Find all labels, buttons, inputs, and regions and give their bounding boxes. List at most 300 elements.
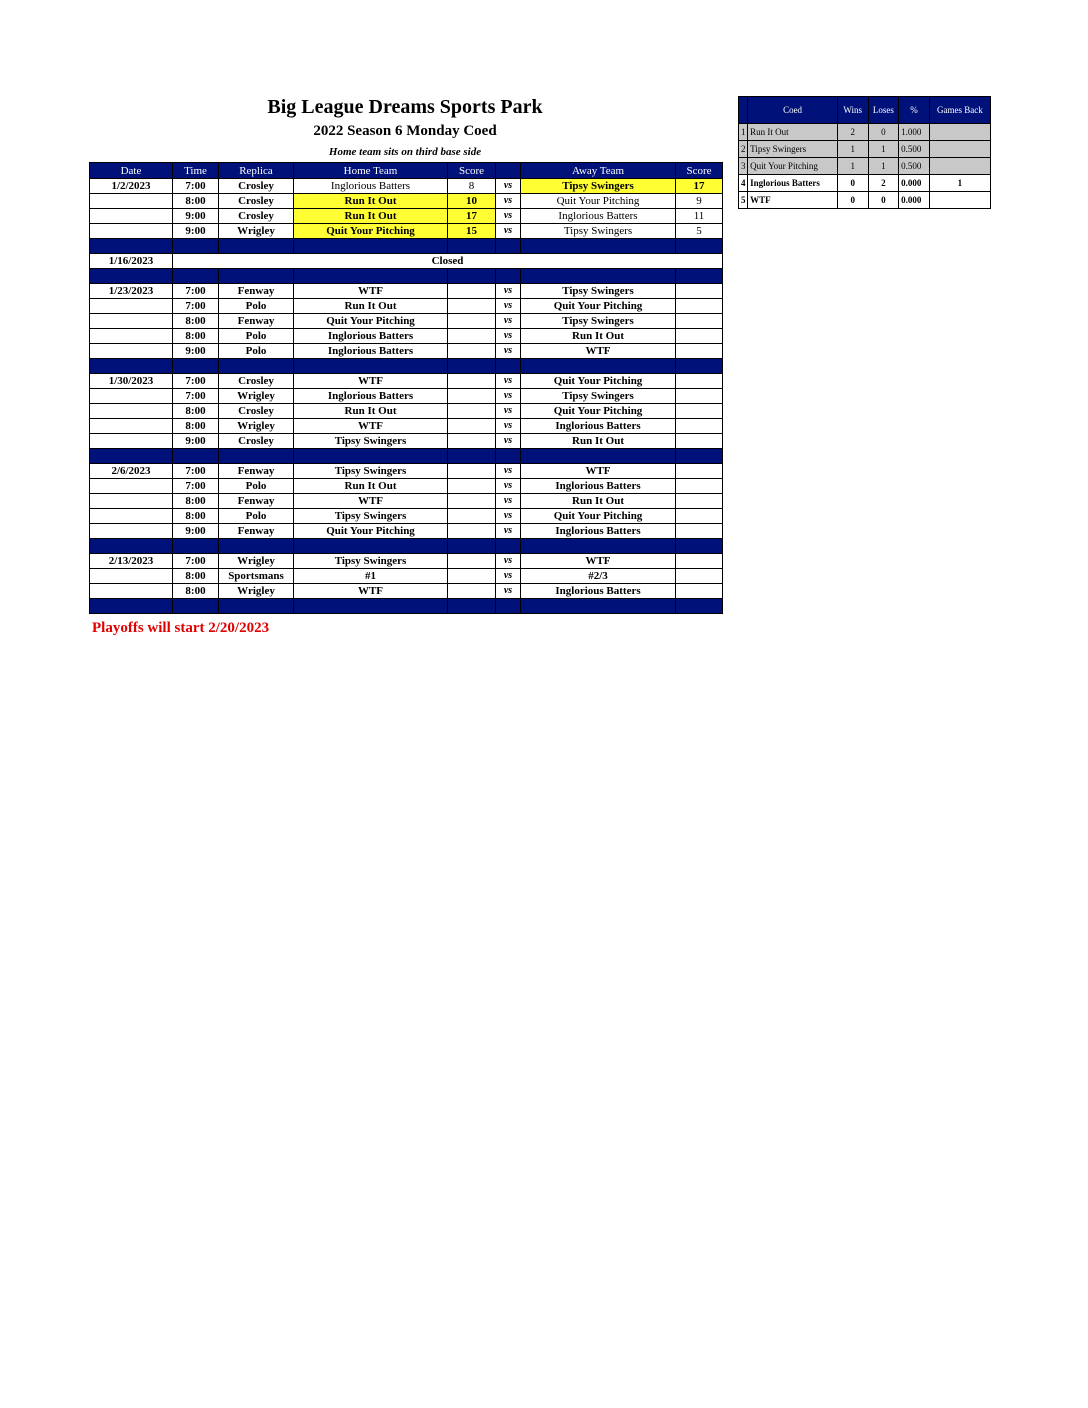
separator-cell xyxy=(521,539,676,554)
separator-row xyxy=(90,599,723,614)
standings-loses: 1 xyxy=(868,141,899,158)
home-team: Inglorious Batters xyxy=(294,329,448,344)
game-time: 8:00 xyxy=(173,404,219,419)
separator-row xyxy=(90,449,723,464)
home-score: 10 xyxy=(448,194,496,209)
away-team: Quit Your Pitching xyxy=(521,299,676,314)
vs-label: vs xyxy=(496,314,521,329)
standings-col-loses: Loses xyxy=(868,97,899,124)
away-score xyxy=(676,554,723,569)
game-time: 9:00 xyxy=(173,209,219,224)
home-score xyxy=(448,584,496,599)
standings-wins: 1 xyxy=(837,141,868,158)
away-score xyxy=(676,509,723,524)
game-time: 9:00 xyxy=(173,344,219,359)
game-time: 7:00 xyxy=(173,179,219,194)
standings-rank: 4 xyxy=(739,175,748,192)
game-time: 7:00 xyxy=(173,389,219,404)
away-team: Run It Out xyxy=(521,329,676,344)
game-date xyxy=(90,434,173,449)
standings-wins: 0 xyxy=(837,175,868,192)
separator-cell xyxy=(521,269,676,284)
standings-rank: 5 xyxy=(739,192,748,209)
col-away-team: Away Team xyxy=(521,163,676,179)
standings-loses: 0 xyxy=(868,192,899,209)
game-time: 9:00 xyxy=(173,524,219,539)
game-field: Fenway xyxy=(219,314,294,329)
standings-row xyxy=(739,141,991,158)
game-row xyxy=(90,434,723,449)
game-row xyxy=(90,464,723,479)
game-date xyxy=(90,494,173,509)
game-time: 8:00 xyxy=(173,584,219,599)
standings-row xyxy=(739,124,991,141)
vs-label: vs xyxy=(496,509,521,524)
home-team: Run It Out xyxy=(294,209,448,224)
separator-cell xyxy=(496,539,521,554)
separator-cell xyxy=(676,269,723,284)
vs-label: vs xyxy=(496,434,521,449)
home-score xyxy=(448,374,496,389)
page-title: Big League Dreams Sports Park xyxy=(267,96,543,118)
separator-cell xyxy=(448,269,496,284)
vs-label: vs xyxy=(496,344,521,359)
game-row xyxy=(90,524,723,539)
game-date: 1/23/2023 xyxy=(90,284,173,299)
game-field: Polo xyxy=(219,479,294,494)
home-team: WTF xyxy=(294,584,448,599)
standings-col-pct: % xyxy=(899,97,930,124)
home-team: Run It Out xyxy=(294,194,448,209)
standings-wins: 0 xyxy=(837,192,868,209)
standings-rank: 3 xyxy=(739,158,748,175)
schedule-table xyxy=(89,162,723,614)
col-away-score: Score xyxy=(676,163,723,179)
away-score: 9 xyxy=(676,194,723,209)
away-score xyxy=(676,479,723,494)
away-score xyxy=(676,569,723,584)
home-team: Run It Out xyxy=(294,479,448,494)
game-time: 7:00 xyxy=(173,284,219,299)
game-time: 7:00 xyxy=(173,464,219,479)
away-score xyxy=(676,284,723,299)
vs-label: vs xyxy=(496,554,521,569)
away-team: Inglorious Batters xyxy=(521,584,676,599)
standings-rank: 2 xyxy=(739,141,748,158)
standings-pct: 0.000 xyxy=(899,192,930,209)
away-score xyxy=(676,464,723,479)
separator-cell xyxy=(448,599,496,614)
home-team: WTF xyxy=(294,374,448,389)
game-date xyxy=(90,569,173,584)
separator-cell xyxy=(294,599,448,614)
standings-pct: 0.000 xyxy=(899,175,930,192)
home-score xyxy=(448,284,496,299)
vs-label: vs xyxy=(496,389,521,404)
separator-row xyxy=(90,359,723,374)
separator-cell xyxy=(448,359,496,374)
standings-loses: 0 xyxy=(868,124,899,141)
game-time: 9:00 xyxy=(173,224,219,239)
game-row xyxy=(90,374,723,389)
game-date: 2/6/2023 xyxy=(90,464,173,479)
separator-cell xyxy=(90,239,173,254)
playoffs-note: Playoffs will start 2/20/2023 xyxy=(92,620,270,636)
home-team: Tipsy Swingers xyxy=(294,554,448,569)
separator-cell xyxy=(219,539,294,554)
schedule-header-row xyxy=(90,163,723,179)
game-field: Polo xyxy=(219,509,294,524)
separator-cell xyxy=(294,239,448,254)
game-time: 8:00 xyxy=(173,329,219,344)
away-team: Tipsy Swingers xyxy=(521,284,676,299)
game-row xyxy=(90,299,723,314)
game-date xyxy=(90,344,173,359)
page-subtitle: 2022 Season 6 Monday Coed xyxy=(313,123,497,139)
home-team: WTF xyxy=(294,284,448,299)
vs-label: vs xyxy=(496,374,521,389)
game-row xyxy=(90,479,723,494)
standings-wins: 1 xyxy=(837,158,868,175)
away-team: WTF xyxy=(521,554,676,569)
standings-pct: 0.500 xyxy=(899,141,930,158)
away-team: Quit Your Pitching xyxy=(521,194,676,209)
separator-row xyxy=(90,539,723,554)
away-team: Inglorious Batters xyxy=(521,419,676,434)
home-team: Inglorious Batters xyxy=(294,179,448,194)
home-team: Tipsy Swingers xyxy=(294,434,448,449)
separator-cell xyxy=(496,599,521,614)
vs-label: vs xyxy=(496,224,521,239)
standings-team: WTF xyxy=(748,192,838,209)
vs-label: vs xyxy=(496,284,521,299)
vs-label: vs xyxy=(496,584,521,599)
game-field: Wrigley xyxy=(219,419,294,434)
standings-team: Run It Out xyxy=(748,124,838,141)
separator-row xyxy=(90,269,723,284)
vs-label: vs xyxy=(496,479,521,494)
away-team: Quit Your Pitching xyxy=(521,404,676,419)
home-team: Quit Your Pitching xyxy=(294,314,448,329)
home-score xyxy=(448,434,496,449)
home-score xyxy=(448,464,496,479)
home-team: WTF xyxy=(294,419,448,434)
standings-team: Tipsy Swingers xyxy=(748,141,838,158)
game-row xyxy=(90,179,723,194)
col-replica: Replica xyxy=(219,163,294,179)
home-team-note: Home team sits on third base side xyxy=(328,146,482,158)
standings-header-row xyxy=(739,97,991,124)
vs-label: vs xyxy=(496,209,521,224)
col-vs xyxy=(496,163,521,179)
separator-cell xyxy=(173,359,219,374)
away-team: Tipsy Swingers xyxy=(521,224,676,239)
game-date xyxy=(90,389,173,404)
standings-games-back: 1 xyxy=(929,175,990,192)
separator-cell xyxy=(294,449,448,464)
away-score xyxy=(676,299,723,314)
game-time: 7:00 xyxy=(173,374,219,389)
standings-games-back xyxy=(929,158,990,175)
away-score xyxy=(676,494,723,509)
separator-cell xyxy=(219,239,294,254)
away-score: 5 xyxy=(676,224,723,239)
separator-cell xyxy=(676,359,723,374)
separator-cell xyxy=(521,359,676,374)
standings-team: Quit Your Pitching xyxy=(748,158,838,175)
game-date xyxy=(90,479,173,494)
home-score: 15 xyxy=(448,224,496,239)
game-field: Polo xyxy=(219,344,294,359)
col-time: Time xyxy=(173,163,219,179)
separator-cell xyxy=(219,449,294,464)
away-score xyxy=(676,524,723,539)
separator-cell xyxy=(90,269,173,284)
game-field: Crosley xyxy=(219,194,294,209)
game-row xyxy=(90,209,723,224)
game-field: Wrigley xyxy=(219,224,294,239)
standings-loses: 2 xyxy=(868,175,899,192)
separator-cell xyxy=(219,599,294,614)
game-field: Polo xyxy=(219,329,294,344)
away-score xyxy=(676,374,723,389)
standings-pct: 1.000 xyxy=(899,124,930,141)
away-team: Inglorious Batters xyxy=(521,209,676,224)
away-score xyxy=(676,434,723,449)
game-field: Fenway xyxy=(219,464,294,479)
home-score xyxy=(448,404,496,419)
separator-cell xyxy=(219,269,294,284)
separator-cell xyxy=(173,539,219,554)
game-field: Wrigley xyxy=(219,584,294,599)
away-team: Quit Your Pitching xyxy=(521,509,676,524)
game-date: 2/13/2023 xyxy=(90,554,173,569)
game-date: 1/2/2023 xyxy=(90,179,173,194)
vs-label: vs xyxy=(496,299,521,314)
game-row xyxy=(90,224,723,239)
separator-cell xyxy=(676,539,723,554)
separator-cell xyxy=(294,359,448,374)
rank-header xyxy=(739,97,748,124)
separator-row xyxy=(90,239,723,254)
standings-row xyxy=(739,158,991,175)
away-team: Inglorious Batters xyxy=(521,524,676,539)
separator-cell xyxy=(448,239,496,254)
vs-label: vs xyxy=(496,179,521,194)
separator-cell xyxy=(90,539,173,554)
standings-pct: 0.500 xyxy=(899,158,930,175)
game-field: Fenway xyxy=(219,284,294,299)
game-date xyxy=(90,299,173,314)
away-team: Tipsy Swingers xyxy=(521,389,676,404)
game-time: 7:00 xyxy=(173,299,219,314)
home-score xyxy=(448,479,496,494)
game-date xyxy=(90,509,173,524)
game-field: Crosley xyxy=(219,179,294,194)
game-field: Wrigley xyxy=(219,554,294,569)
away-team: Inglorious Batters xyxy=(521,479,676,494)
away-team: #2/3 xyxy=(521,569,676,584)
standings-col-gb: Games Back xyxy=(929,97,990,124)
game-date xyxy=(90,224,173,239)
standings-games-back xyxy=(929,192,990,209)
standings-team: Inglorious Batters xyxy=(748,175,838,192)
col-date: Date xyxy=(90,163,173,179)
away-score xyxy=(676,419,723,434)
separator-cell xyxy=(219,359,294,374)
away-score: 17 xyxy=(676,179,723,194)
game-date xyxy=(90,404,173,419)
separator-cell xyxy=(173,269,219,284)
game-row xyxy=(90,194,723,209)
home-team: WTF xyxy=(294,494,448,509)
home-team: Quit Your Pitching xyxy=(294,524,448,539)
closed-row xyxy=(90,254,723,269)
home-score xyxy=(448,509,496,524)
standings-row xyxy=(739,175,991,192)
game-row xyxy=(90,554,723,569)
home-team: Inglorious Batters xyxy=(294,344,448,359)
away-score xyxy=(676,389,723,404)
home-score xyxy=(448,554,496,569)
game-date xyxy=(90,584,173,599)
home-team: Tipsy Swingers xyxy=(294,509,448,524)
standings-table xyxy=(738,96,991,209)
game-time: 8:00 xyxy=(173,569,219,584)
game-field: Polo xyxy=(219,299,294,314)
separator-cell xyxy=(448,449,496,464)
game-row xyxy=(90,419,723,434)
home-score xyxy=(448,314,496,329)
away-score xyxy=(676,329,723,344)
vs-label: vs xyxy=(496,464,521,479)
home-score xyxy=(448,389,496,404)
game-time: 8:00 xyxy=(173,494,219,509)
standings-games-back xyxy=(929,124,990,141)
separator-cell xyxy=(173,239,219,254)
standings-loses: 1 xyxy=(868,158,899,175)
away-team: Run It Out xyxy=(521,494,676,509)
away-team: Run It Out xyxy=(521,434,676,449)
game-row xyxy=(90,494,723,509)
game-row xyxy=(90,509,723,524)
home-score xyxy=(448,524,496,539)
game-field: Fenway xyxy=(219,494,294,509)
separator-cell xyxy=(294,269,448,284)
game-date: 1/30/2023 xyxy=(90,374,173,389)
separator-cell xyxy=(90,599,173,614)
home-score xyxy=(448,419,496,434)
separator-cell xyxy=(90,449,173,464)
standings-rank: 1 xyxy=(739,124,748,141)
away-team: Tipsy Swingers xyxy=(521,314,676,329)
game-row xyxy=(90,329,723,344)
away-team: WTF xyxy=(521,464,676,479)
away-score xyxy=(676,314,723,329)
game-field: Sportsmans xyxy=(219,569,294,584)
game-field: Fenway xyxy=(219,524,294,539)
vs-label: vs xyxy=(496,329,521,344)
game-date xyxy=(90,314,173,329)
separator-cell xyxy=(448,539,496,554)
separator-cell xyxy=(496,269,521,284)
away-team: Quit Your Pitching xyxy=(521,374,676,389)
separator-cell xyxy=(173,449,219,464)
separator-cell xyxy=(676,599,723,614)
game-time: 8:00 xyxy=(173,509,219,524)
game-field: Crosley xyxy=(219,374,294,389)
game-time: 9:00 xyxy=(173,434,219,449)
game-date xyxy=(90,209,173,224)
home-team: Tipsy Swingers xyxy=(294,464,448,479)
standings-row xyxy=(739,192,991,209)
away-score xyxy=(676,584,723,599)
game-time: 8:00 xyxy=(173,194,219,209)
game-date xyxy=(90,419,173,434)
game-field: Crosley xyxy=(219,404,294,419)
separator-cell xyxy=(496,239,521,254)
separator-cell xyxy=(521,239,676,254)
vs-label: vs xyxy=(496,404,521,419)
away-score xyxy=(676,404,723,419)
game-row xyxy=(90,584,723,599)
game-date: 1/16/2023 xyxy=(90,254,173,269)
game-row xyxy=(90,344,723,359)
vs-label: vs xyxy=(496,194,521,209)
game-row xyxy=(90,314,723,329)
vs-label: vs xyxy=(496,524,521,539)
vs-label: vs xyxy=(496,419,521,434)
separator-cell xyxy=(676,449,723,464)
separator-cell xyxy=(521,599,676,614)
separator-cell xyxy=(294,539,448,554)
separator-cell xyxy=(90,359,173,374)
home-score xyxy=(448,329,496,344)
game-time: 7:00 xyxy=(173,479,219,494)
col-home-team: Home Team xyxy=(294,163,448,179)
standings-games-back xyxy=(929,141,990,158)
home-score xyxy=(448,494,496,509)
away-score xyxy=(676,344,723,359)
home-score xyxy=(448,569,496,584)
home-score xyxy=(448,344,496,359)
game-field: Crosley xyxy=(219,209,294,224)
separator-cell xyxy=(676,239,723,254)
game-row xyxy=(90,569,723,584)
home-score: 8 xyxy=(448,179,496,194)
vs-label: vs xyxy=(496,494,521,509)
col-home-score: Score xyxy=(448,163,496,179)
separator-cell xyxy=(521,449,676,464)
home-team: Run It Out xyxy=(294,404,448,419)
game-date xyxy=(90,194,173,209)
away-team: Tipsy Swingers xyxy=(521,179,676,194)
closed-label: Closed xyxy=(173,254,723,269)
separator-cell xyxy=(496,359,521,374)
away-score: 11 xyxy=(676,209,723,224)
game-time: 8:00 xyxy=(173,419,219,434)
standings-col-team: Coed xyxy=(748,97,838,124)
separator-cell xyxy=(173,599,219,614)
game-row xyxy=(90,284,723,299)
vs-label: vs xyxy=(496,569,521,584)
game-date xyxy=(90,524,173,539)
game-time: 8:00 xyxy=(173,314,219,329)
standings-wins: 2 xyxy=(837,124,868,141)
game-row xyxy=(90,404,723,419)
home-score xyxy=(448,299,496,314)
away-team: WTF xyxy=(521,344,676,359)
